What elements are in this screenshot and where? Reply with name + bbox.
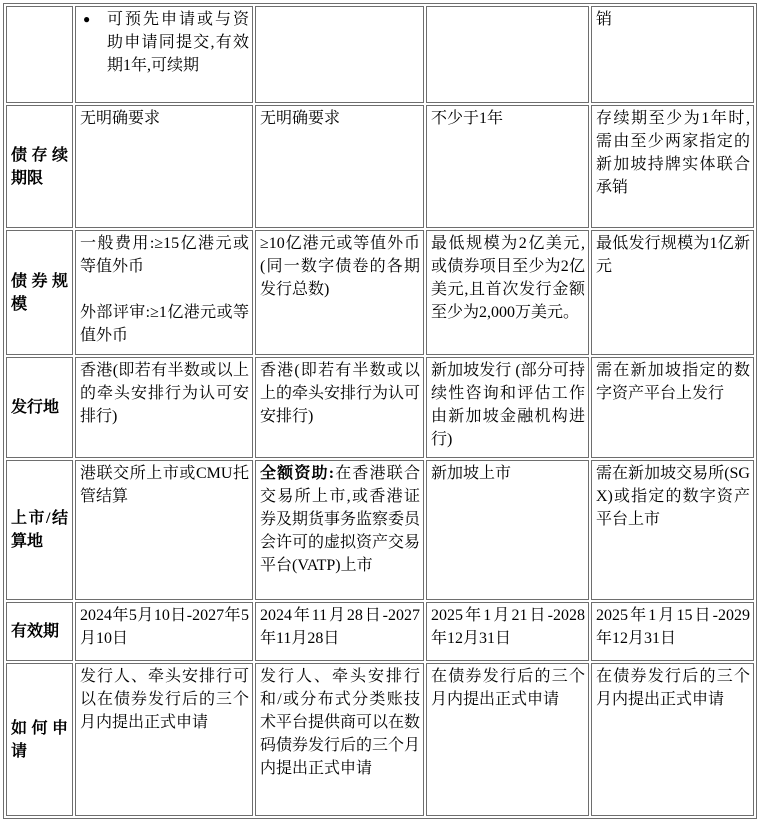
listing-full-grant-text: 在香港联合交易所上市,或香港证券及期货事务监察委员会许可的虚拟资产交易平台(VATP)上市	[260, 465, 421, 574]
cell-apply-col1: 发行人、牵头安排行可以在债券发行后的三个月内提出正式申请	[75, 663, 253, 816]
cell-tenor-col2: 无明确要求	[255, 105, 424, 228]
size-external-review: 外部评审:≥1亿港元或等值外币	[80, 304, 249, 344]
cell-tenor-col4: 存续期至少为1年时,需由至少两家指定的新加坡持牌实体联合承销	[591, 105, 754, 228]
cell-validity-col3: 2025年1月21日-2028年12月31日	[426, 602, 589, 661]
cell-apply-col3: 在债券发行后的三个月内提出正式申请	[426, 663, 589, 816]
table-row-issuance-location	[6, 357, 754, 458]
cell-validity-col4: 2025年1月15日-2029年12月31日	[591, 602, 754, 661]
cell-continuation-tail: 销	[591, 6, 754, 103]
row-label-issuance-location: 发行地	[6, 357, 73, 458]
bullet-icon: ●	[83, 12, 91, 26]
cell-apply-col2: 发行人、牵头安排行和/或分布式分类账技术平台提供商可以在数码债券发行后的三个月内提出正式申请	[255, 663, 424, 816]
table-row-continuation	[6, 6, 754, 103]
row-label-bond-tenor: 债存续期限	[6, 105, 73, 228]
cell-empty-1	[255, 6, 424, 103]
cell-apply-col4: 在债券发行后的三个月内提出正式申请	[591, 663, 754, 816]
cell-issue-col2: 香港(即若有半数或以上的牵头安排行为认可安排行)	[255, 357, 424, 458]
row-label-listing-settlement: 上市/结算地	[6, 460, 73, 600]
cell-empty-2	[426, 6, 589, 103]
listing-full-grant-lead: 全额资助:	[260, 465, 335, 482]
cell-size-col2: ≥10亿港元或等值外币(同一数字债卷的各期发行总数)	[255, 230, 424, 355]
cell-issue-col3: 新加坡发行 (部分可持续性咨询和评估工作由新加坡金融机构进行)	[426, 357, 589, 458]
cell-size-col4: 最低发行规模为1亿新元	[591, 230, 754, 355]
table-row-bond-size	[6, 230, 754, 355]
cell-validity-col2: 2024年11月28日-2027年11月28日	[255, 602, 424, 661]
row-label-bond-size: 债券规模	[6, 230, 73, 355]
cell-listing-col1: 港联交所上市或CMU托管结算	[75, 460, 253, 600]
cell-size-col3: 最低规模为2亿美元,或债券项目至少为2亿美元,且首次发行金额至少为2,000万美元。	[426, 230, 589, 355]
cell-listing-col2	[255, 460, 424, 600]
cell-tenor-col1: 无明确要求	[75, 105, 253, 228]
cell-validity-col1: 2024年5月10日-2027年5月10日	[75, 602, 253, 661]
table-row-listing-settlement	[6, 460, 754, 600]
cell-listing-col4: 需在新加坡交易所(SGX)或指定的数字资产平台上市	[591, 460, 754, 600]
bullet-list-item	[80, 8, 249, 77]
row-label-empty	[6, 6, 73, 103]
row-label-validity-period: 有效期	[6, 602, 73, 661]
cell-issue-col4: 需在新加坡指定的数字资产平台上发行	[591, 357, 754, 458]
cell-pre-approval	[75, 6, 253, 103]
row-label-how-to-apply: 如何申请	[6, 663, 73, 816]
cell-issue-col1: 香港(即若有半数或以上的牵头安排行为认可安排行)	[75, 357, 253, 458]
cell-tenor-col3: 不少于1年	[426, 105, 589, 228]
size-general-fee: 一般费用:≥15亿港元或等值外币	[80, 235, 249, 275]
comparison-table	[3, 3, 757, 819]
table-row-bond-tenor	[6, 105, 754, 228]
cell-listing-col3: 新加坡上市	[426, 460, 589, 600]
table-row-validity-period	[6, 602, 754, 661]
bullet-text: 可预先申请或与资助申请同提交,有效期1年,可续期	[107, 11, 249, 74]
table-row-how-to-apply	[6, 663, 754, 816]
cell-size-col1	[75, 230, 253, 355]
